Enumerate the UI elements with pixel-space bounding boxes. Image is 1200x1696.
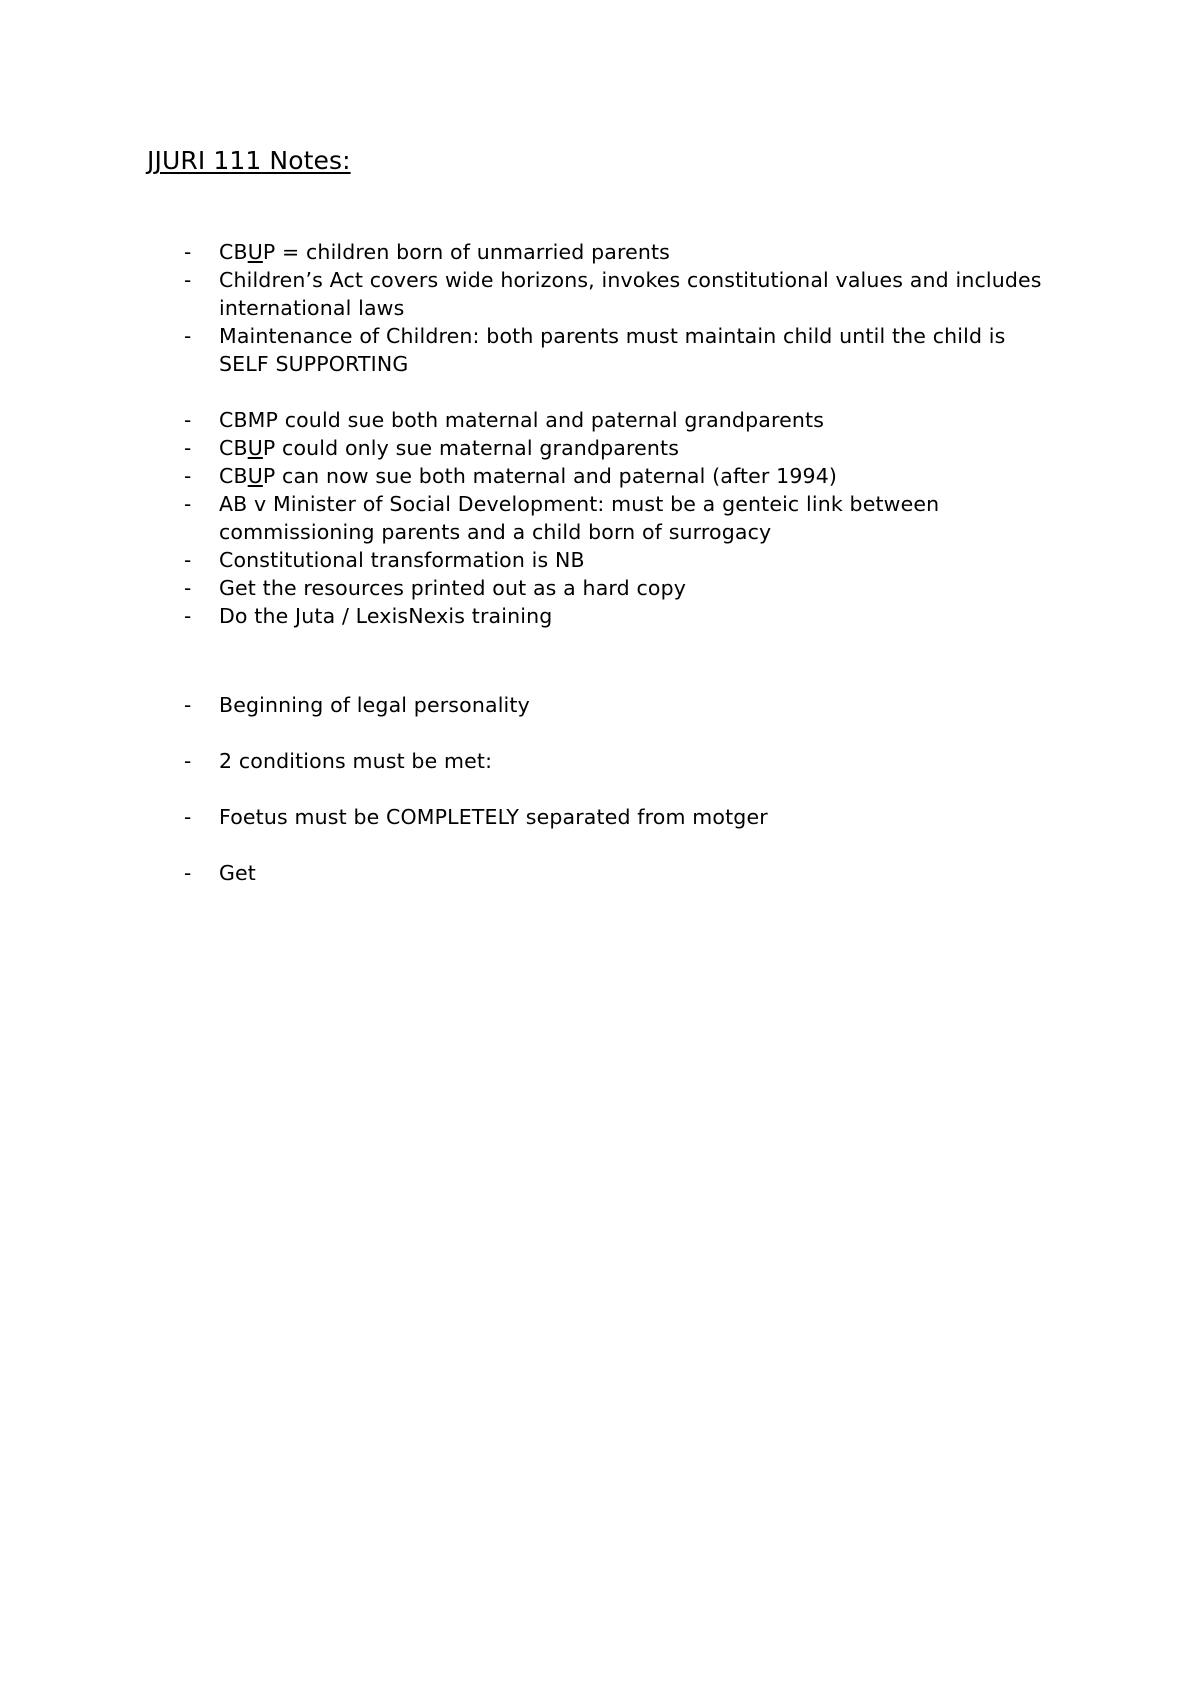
bullet-dash: - xyxy=(184,464,192,488)
page-title: JJURI 111 Notes: xyxy=(147,146,351,175)
bullet-dash: - xyxy=(184,268,192,292)
list-item-text: Get the resources printed out as a hard copy xyxy=(219,576,687,600)
bullet-dash: - xyxy=(184,576,192,600)
bullet-dash: - xyxy=(184,492,192,516)
list-item-text: CBMP could sue both maternal and paternal grandparents xyxy=(219,408,825,432)
list-item-text: Children’s Act covers wide horizons, invokes constitutional values and includes international laws xyxy=(219,268,1042,320)
bullet-dash: - xyxy=(184,240,192,264)
list-item-text: CBUP = children born of unmarried parents xyxy=(219,240,671,264)
list-item-text: CBUP could only sue maternal grandparents xyxy=(219,436,680,460)
list-item-text: Do the Juta / LexisNexis training xyxy=(219,604,553,628)
bullet-dash: - xyxy=(184,324,192,348)
list-item-text: AB v Minister of Social Development: must be a genteic link between commissioning parents and a child born of surrogacy xyxy=(219,492,940,544)
bullet-dash: - xyxy=(184,436,192,460)
bullet-dash: - xyxy=(184,861,192,885)
bullet-dash: - xyxy=(184,693,192,717)
list-item-text: CBUP can now sue both maternal and paternal (after 1994) xyxy=(219,464,838,488)
list-item-text: Constitutional transformation is NB xyxy=(219,548,585,572)
list-item-text: 2 conditions must be met: xyxy=(219,749,493,773)
bullet-dash: - xyxy=(184,604,192,628)
list-item-text: Beginning of legal personality xyxy=(219,693,530,717)
list-item-text: Foetus must be COMPLETELY separated from motger xyxy=(219,805,768,829)
bullet-dash: - xyxy=(184,749,192,773)
list-item-text: Maintenance of Children: both parents must maintain child until the child is SELF SUPPORTING xyxy=(219,324,1006,376)
bullet-dash: - xyxy=(184,548,192,572)
bullet-dash: - xyxy=(184,805,192,829)
bullet-dash: - xyxy=(184,408,192,432)
list-item-text: Get xyxy=(219,861,256,885)
